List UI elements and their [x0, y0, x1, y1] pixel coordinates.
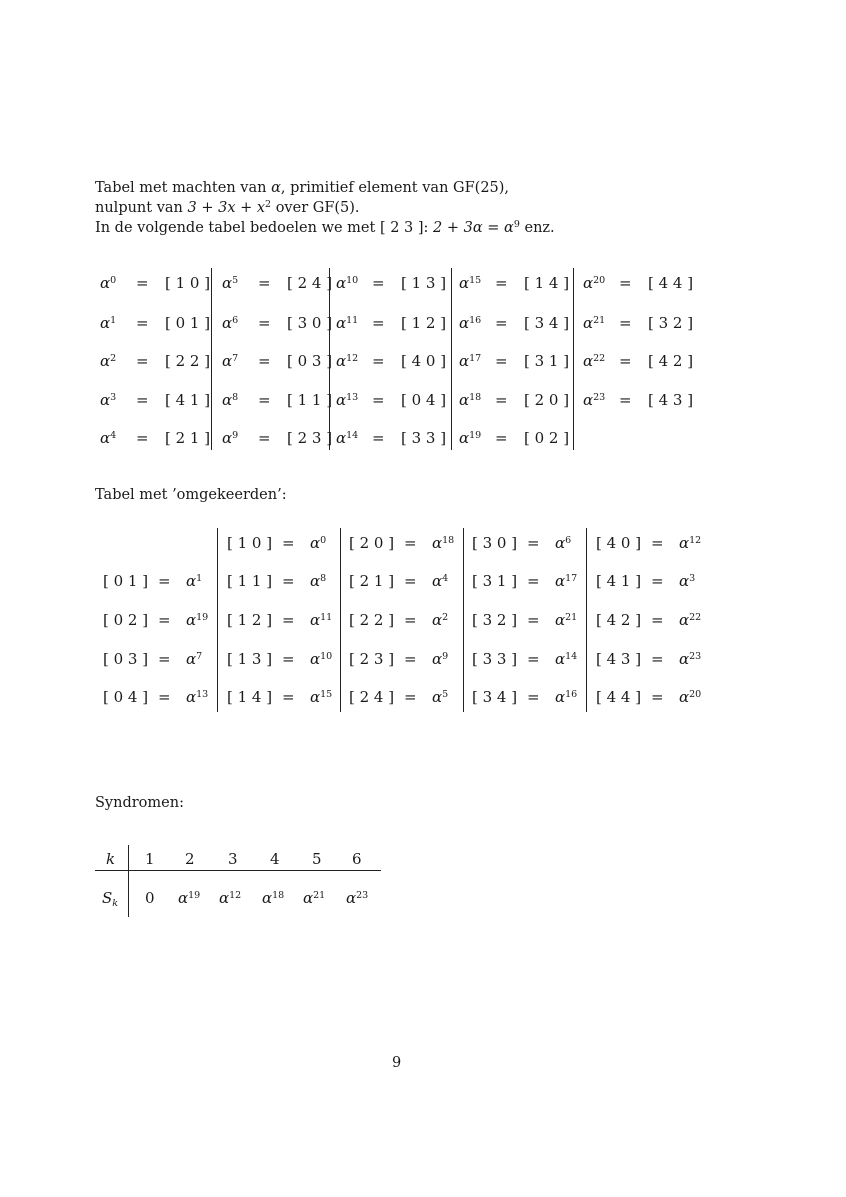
inverse-alpha: $\alpha^{18}$	[432, 534, 455, 552]
inverse-alpha: $\alpha^{22}$	[679, 611, 702, 629]
power-vector: [ 4 3 ]	[648, 391, 694, 409]
inverse-vector: [ 4 0 ]	[596, 534, 642, 552]
power-alpha: $\alpha^{10}$	[336, 274, 359, 292]
power-equals: =	[258, 314, 271, 332]
power-alpha: $\alpha^5$	[222, 274, 239, 292]
inverse-vector: [ 4 1 ]	[596, 572, 642, 590]
power-equals: =	[372, 352, 385, 370]
column-divider	[573, 268, 574, 450]
page-number: 9	[392, 1055, 402, 1071]
inverse-alpha: $\alpha^5$	[432, 688, 449, 706]
power-alpha: $\alpha^{12}$	[336, 352, 359, 370]
intro-line-3-text-b: enz.	[519, 220, 555, 236]
power-alpha: $\alpha^{17}$	[459, 352, 482, 370]
power-alpha: $\alpha^{22}$	[583, 352, 606, 370]
inverse-alpha: $\alpha^4$	[432, 572, 449, 590]
inverse-vector: [ 1 4 ]	[227, 688, 273, 706]
power-vector: [ 1 1 ]	[287, 391, 333, 409]
power-alpha: $\alpha^6$	[222, 314, 239, 332]
inverse-alpha: $\alpha^7$	[186, 650, 203, 668]
inverse-vector: [ 2 1 ]	[349, 572, 395, 590]
inverse-vector: [ 2 0 ]	[349, 534, 395, 552]
power-equals: =	[495, 391, 508, 409]
power-alpha: $\alpha^9$	[222, 429, 239, 447]
power-alpha: $\alpha^{20}$	[583, 274, 606, 292]
inverse-equals: =	[282, 572, 295, 590]
power-equals: =	[619, 274, 632, 292]
inverse-equals: =	[527, 611, 540, 629]
inverse-vector: [ 4 3 ]	[596, 650, 642, 668]
intro-line-2-text-b: over GF(5).	[271, 200, 360, 216]
power-vector: [ 4 4 ]	[648, 274, 694, 292]
inverse-vector: [ 2 3 ]	[349, 650, 395, 668]
syndrome-k-value: 1	[145, 850, 155, 868]
power-vector: [ 0 3 ]	[287, 352, 333, 370]
inverse-vector: [ 3 1 ]	[472, 572, 518, 590]
inverse-equals: =	[158, 688, 171, 706]
inverse-vector: [ 0 1 ]	[103, 572, 149, 590]
power-equals: =	[372, 429, 385, 447]
inverse-equals: =	[404, 650, 417, 668]
syndromes-heading: Syndromen:	[95, 795, 184, 811]
inverse-equals: =	[158, 572, 171, 590]
inverse-equals: =	[282, 650, 295, 668]
syndrome-s-value: $\alpha^{21}$	[303, 889, 326, 907]
inverse-equals: =	[651, 611, 664, 629]
inverse-vector: [ 4 2 ]	[596, 611, 642, 629]
inverse-alpha: $\alpha^{17}$	[555, 572, 578, 590]
power-vector: [ 1 3 ]	[401, 274, 447, 292]
power-equals: =	[258, 429, 271, 447]
inverse-vector: [ 2 4 ]	[349, 688, 395, 706]
inverse-alpha: $\alpha^{13}$	[186, 688, 209, 706]
power-vector: [ 1 0 ]	[165, 274, 211, 292]
syndrome-s-value: 0	[145, 889, 155, 907]
syndrome-k-value: 4	[270, 850, 280, 868]
power-equals: =	[258, 391, 271, 409]
inverse-vector: [ 3 0 ]	[472, 534, 518, 552]
power-equals: =	[136, 391, 149, 409]
power-equals: =	[258, 352, 271, 370]
power-alpha: $\alpha^{11}$	[336, 314, 359, 332]
power-equals: =	[258, 274, 271, 292]
power-equals: =	[136, 429, 149, 447]
intro-line-2-text-a: nulpunt van	[95, 200, 188, 216]
syndrome-k-value: 5	[312, 850, 322, 868]
inverse-vector: [ 1 1 ]	[227, 572, 273, 590]
power-vector: [ 0 4 ]	[401, 391, 447, 409]
intro-line-2	[95, 200, 360, 216]
inverse-table-heading: Tabel met ’omgekeerden’:	[95, 487, 287, 503]
intro-line-1	[95, 180, 509, 196]
power-vector: [ 2 4 ]	[287, 274, 333, 292]
column-divider	[329, 268, 330, 450]
column-divider	[340, 528, 341, 712]
power-equals: =	[619, 314, 632, 332]
syndrome-s-value: $\alpha^{19}$	[178, 889, 201, 907]
power-vector: [ 4 0 ]	[401, 352, 447, 370]
inverse-equals: =	[651, 534, 664, 552]
inverse-vector: [ 0 2 ]	[103, 611, 149, 629]
power-alpha: $\alpha^{13}$	[336, 391, 359, 409]
inverse-alpha: $\alpha^0$	[310, 534, 327, 552]
inverse-vector: [ 2 2 ]	[349, 611, 395, 629]
inverse-vector: [ 3 2 ]	[472, 611, 518, 629]
power-equals: =	[372, 391, 385, 409]
inverse-equals: =	[404, 688, 417, 706]
power-alpha: $\alpha^4$	[100, 429, 117, 447]
inverse-alpha: $\alpha^{12}$	[679, 534, 702, 552]
inverse-alpha: $\alpha^{15}$	[310, 688, 333, 706]
power-vector: [ 1 4 ]	[524, 274, 570, 292]
power-alpha: $\alpha^3$	[100, 391, 117, 409]
intro-line-3	[95, 220, 555, 236]
power-alpha: $\alpha^7$	[222, 352, 239, 370]
syndrome-s-value: $\alpha^{18}$	[262, 889, 285, 907]
inverse-vector: [ 4 4 ]	[596, 688, 642, 706]
inverse-equals: =	[158, 611, 171, 629]
power-vector: [ 3 2 ]	[648, 314, 694, 332]
syndrome-s-value: $\alpha^{23}$	[346, 889, 369, 907]
power-vector: [ 3 0 ]	[287, 314, 333, 332]
power-equals: =	[619, 352, 632, 370]
power-alpha: $\alpha^8$	[222, 391, 239, 409]
power-vector: [ 1 2 ]	[401, 314, 447, 332]
power-alpha: $\alpha^1$	[100, 314, 117, 332]
inverse-alpha: $\alpha^{14}$	[555, 650, 578, 668]
inverse-alpha: $\alpha^{19}$	[186, 611, 209, 629]
power-alpha: $\alpha^{15}$	[459, 274, 482, 292]
inverse-vector: [ 0 3 ]	[103, 650, 149, 668]
power-equals: =	[372, 274, 385, 292]
inverse-alpha: $\alpha^{21}$	[555, 611, 578, 629]
inverse-alpha: $\alpha^8$	[310, 572, 327, 590]
inverse-vector: [ 1 3 ]	[227, 650, 273, 668]
inverse-alpha: $\alpha^{20}$	[679, 688, 702, 706]
inverse-alpha: $\alpha^{16}$	[555, 688, 578, 706]
power-alpha: $\alpha^{16}$	[459, 314, 482, 332]
power-vector: [ 3 4 ]	[524, 314, 570, 332]
power-vector: [ 0 2 ]	[524, 429, 570, 447]
power-vector: [ 2 1 ]	[165, 429, 211, 447]
power-alpha: $\alpha^{18}$	[459, 391, 482, 409]
inverse-equals: =	[527, 534, 540, 552]
power-equals: =	[619, 391, 632, 409]
inverse-vector: [ 1 0 ]	[227, 534, 273, 552]
power-alpha: $\alpha^0$	[100, 274, 117, 292]
inverse-equals: =	[651, 572, 664, 590]
power-alpha: $\alpha^{19}$	[459, 429, 482, 447]
syndrome-s-label: $S_k$	[102, 889, 119, 909]
intro-line-2-exponent: 2	[265, 199, 272, 210]
inverse-alpha: $\alpha^3$	[679, 572, 696, 590]
power-equals: =	[136, 352, 149, 370]
inverse-alpha: $\alpha^1$	[186, 572, 203, 590]
inverse-vector: [ 1 2 ]	[227, 611, 273, 629]
inverse-vector: [ 0 4 ]	[103, 688, 149, 706]
inverse-equals: =	[651, 688, 664, 706]
inverse-equals: =	[651, 650, 664, 668]
inverse-equals: =	[282, 534, 295, 552]
column-divider	[451, 268, 452, 450]
intro-line-1-text-b: , primitief element van GF(25),	[280, 180, 510, 196]
power-vector: [ 2 2 ]	[165, 352, 211, 370]
inverse-equals: =	[158, 650, 171, 668]
power-equals: =	[136, 274, 149, 292]
inverse-equals: =	[527, 688, 540, 706]
power-equals: =	[495, 429, 508, 447]
inverse-equals: =	[404, 534, 417, 552]
power-vector: [ 4 2 ]	[648, 352, 694, 370]
power-alpha: $\alpha^{14}$	[336, 429, 359, 447]
power-alpha: $\alpha^{21}$	[583, 314, 606, 332]
intro-line-3-expression: 2 + 3α = α	[433, 220, 514, 236]
power-equals: =	[495, 314, 508, 332]
syndrome-k-value: 3	[228, 850, 238, 868]
power-equals: =	[495, 352, 508, 370]
inverse-alpha: $\alpha^6$	[555, 534, 572, 552]
inverse-alpha: $\alpha^2$	[432, 611, 449, 629]
column-divider	[211, 268, 212, 450]
column-divider	[463, 528, 464, 712]
power-alpha: $\alpha^2$	[100, 352, 117, 370]
syndrome-k-label: k	[106, 850, 116, 868]
power-vector: [ 2 3 ]	[287, 429, 333, 447]
intro-line-3-text-a: In de volgende tabel bedoelen we met [ 2 3 ]:	[95, 220, 434, 236]
inverse-equals: =	[282, 688, 295, 706]
intro-line-1-text-a: Tabel met machten van	[95, 180, 272, 196]
inverse-alpha: $\alpha^{23}$	[679, 650, 702, 668]
inverse-equals: =	[282, 611, 295, 629]
inverse-alpha: $\alpha^{11}$	[310, 611, 333, 629]
intro-line-3-exponent: 9	[513, 219, 520, 230]
power-equals: =	[495, 274, 508, 292]
inverse-alpha: $\alpha^{10}$	[310, 650, 333, 668]
inverse-equals: =	[527, 650, 540, 668]
power-vector: [ 3 3 ]	[401, 429, 447, 447]
inverse-vector: [ 3 3 ]	[472, 650, 518, 668]
syndrome-table-divider	[128, 845, 129, 917]
intro-line-2-polynomial: 3 + 3x + x	[187, 200, 266, 216]
power-equals: =	[372, 314, 385, 332]
syndrome-k-value: 6	[352, 850, 362, 868]
power-vector: [ 0 1 ]	[165, 314, 211, 332]
syndrome-k-value: 2	[185, 850, 195, 868]
power-vector: [ 4 1 ]	[165, 391, 211, 409]
power-alpha: $\alpha^{23}$	[583, 391, 606, 409]
inverse-equals: =	[527, 572, 540, 590]
inverse-equals: =	[404, 572, 417, 590]
power-vector: [ 3 1 ]	[524, 352, 570, 370]
column-divider	[217, 528, 218, 712]
power-vector: [ 2 0 ]	[524, 391, 570, 409]
inverse-alpha: $\alpha^9$	[432, 650, 449, 668]
syndrome-s-value: $\alpha^{12}$	[219, 889, 242, 907]
inverse-vector: [ 3 4 ]	[472, 688, 518, 706]
power-equals: =	[136, 314, 149, 332]
syndrome-table-rule	[95, 870, 381, 871]
intro-line-1-alpha: α	[271, 180, 281, 196]
inverse-equals: =	[404, 611, 417, 629]
column-divider	[586, 528, 587, 712]
